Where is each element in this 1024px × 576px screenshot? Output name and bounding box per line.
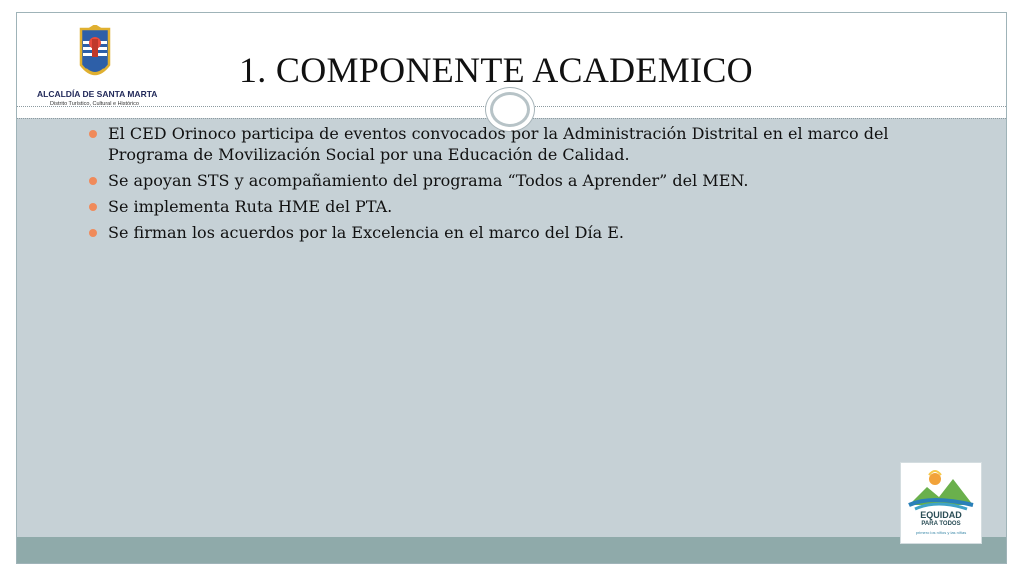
alcaldia-name: ALCALDÍA DE SANTA MARTA	[37, 89, 158, 99]
bullet-text: Se firman los acuerdos por la Excelencia en el marco del Día E.	[108, 223, 624, 242]
equidad-tagline: primero los niños y las niñas	[915, 530, 967, 535]
bullet-dot-icon	[89, 177, 97, 185]
alcaldia-logo	[37, 23, 158, 113]
bullet-text: El CED Orinoco participa de eventos convocados por la Administración Distrital en el marco del Programa de Movilización Social por una Educación de Calidad.	[108, 124, 889, 164]
mountain-sun-icon	[901, 465, 981, 511]
equidad-title: EQUIDAD	[920, 510, 962, 520]
coat-of-arms-icon	[77, 25, 113, 87]
slide-title: 1. COMPONENTE ACADEMICO	[239, 50, 753, 90]
bullet-list	[83, 123, 903, 248]
bullet-item	[83, 170, 903, 191]
bullet-item	[83, 123, 903, 165]
alcaldia-tagline: Distrito Turístico, Cultural e Histórico	[50, 101, 139, 107]
equidad-subtitle: PARA TODOS	[921, 521, 961, 527]
bullet-item	[83, 222, 903, 243]
bullet-item	[83, 196, 903, 217]
bullet-text: Se apoyan STS y acompañamiento del programa “Todos a Aprender” del MEN.	[108, 171, 749, 190]
equidad-logo	[900, 462, 982, 544]
bullet-dot-icon	[89, 130, 97, 138]
bullet-dot-icon	[89, 203, 97, 211]
slide	[16, 12, 1007, 564]
slide-footer-bar	[17, 537, 1006, 564]
bullet-dot-icon	[89, 229, 97, 237]
bullet-text: Se implementa Ruta HME del PTA.	[108, 197, 393, 216]
ring-ornament-inner	[490, 92, 530, 127]
